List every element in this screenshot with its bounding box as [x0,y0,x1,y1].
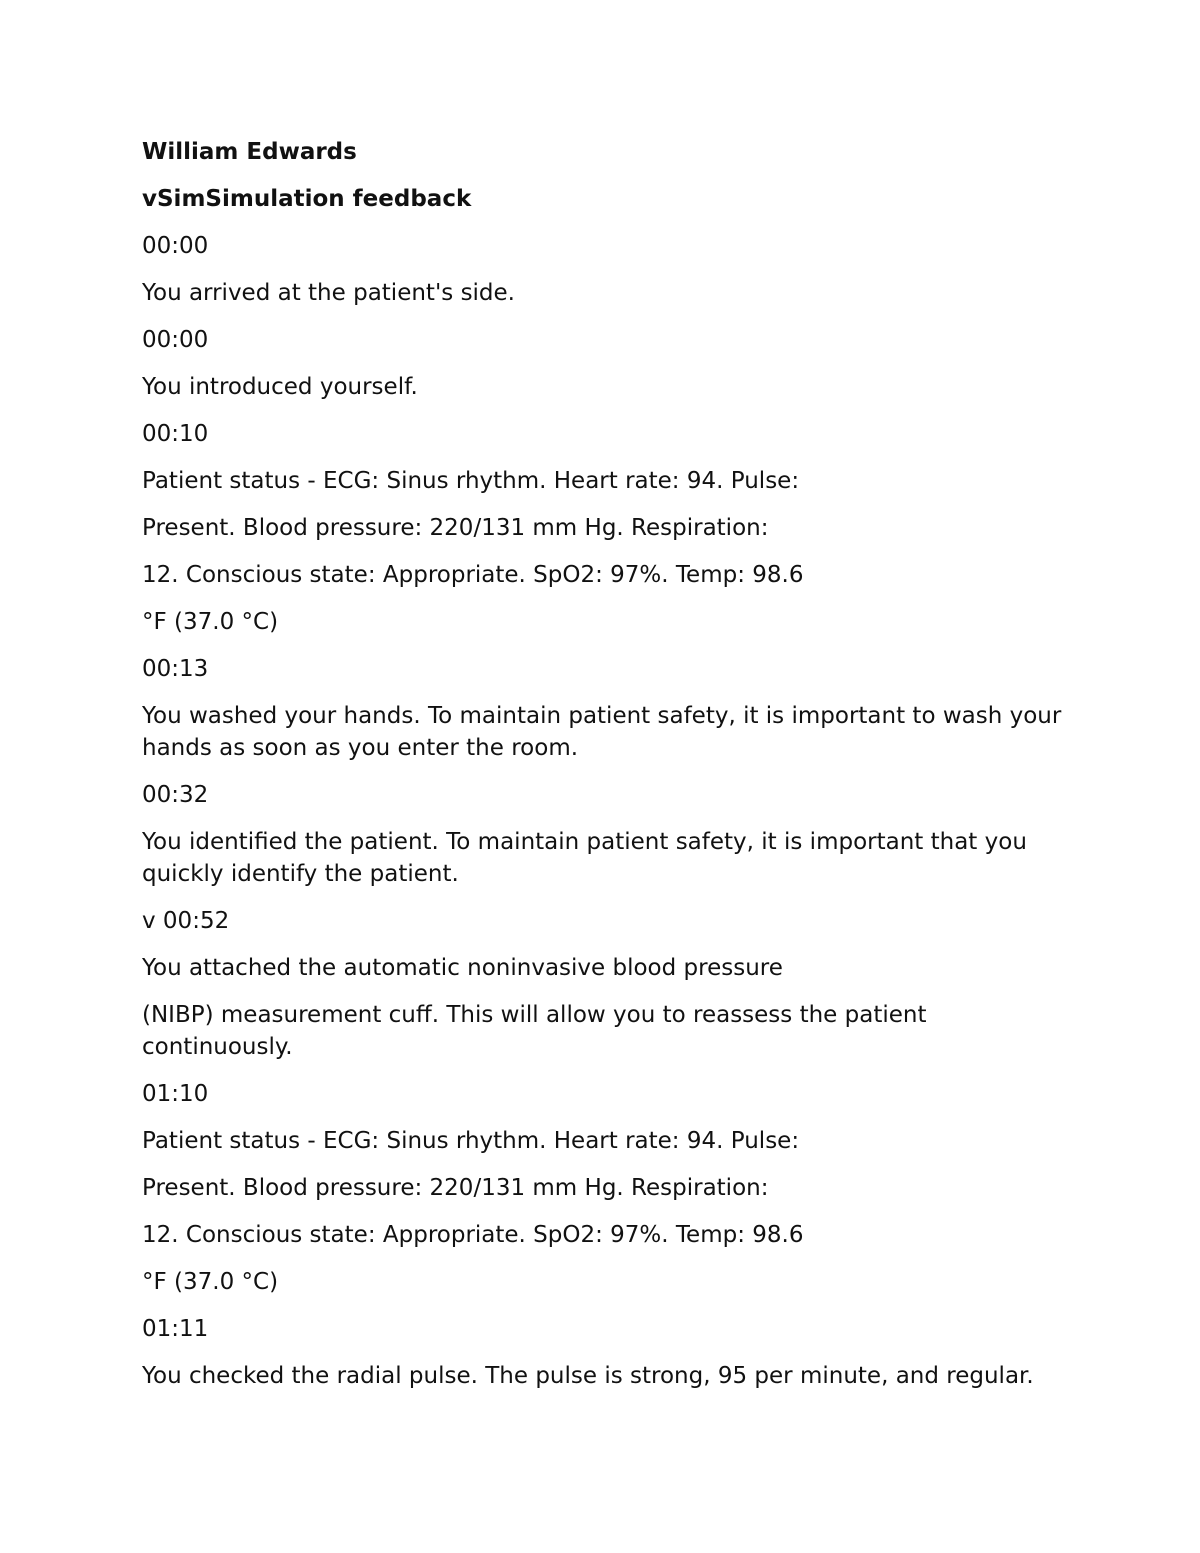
event-text: You attached the automatic noninvasive blood pressure [142,955,783,981]
patient-status-line: 12. Conscious state: Appropriate. SpO2: 97%. Temp: 98.6 [142,562,804,588]
author-name: William Edwards [142,139,357,165]
event-text: You identified the patient. To maintain patient safety, it is important that you quickly identify the patient. [142,829,1027,887]
timestamp: 01:11 [142,1316,209,1342]
event-text: (NIBP) measurement cuff. This will allow you to reassess the patient continuously. [142,1002,927,1060]
timestamp: 00:32 [142,782,209,808]
timestamp: 01:10 [142,1081,209,1107]
document-body [142,136,1082,1407]
document-heading: vSimSimulation feedback [142,186,472,212]
patient-status-line: Present. Blood pressure: 220/131 mm Hg. Respiration: [142,515,769,541]
event-text: You checked the radial pulse. The pulse is strong, 95 per minute, and regular. [142,1363,1034,1389]
timestamp: 00:13 [142,656,209,682]
patient-status-line: 12. Conscious state: Appropriate. SpO2: 97%. Temp: 98.6 [142,1222,804,1248]
event-text: You introduced yourself. [142,374,418,400]
timestamp: v 00:52 [142,908,230,934]
event-text: You washed your hands. To maintain patient safety, it is important to wash your hands as soon as you enter the room. [142,703,1062,761]
timestamp: 00:10 [142,421,209,447]
event-text: You arrived at the patient's side. [142,280,515,306]
patient-status-line: Present. Blood pressure: 220/131 mm Hg. Respiration: [142,1175,769,1201]
timestamp: 00:00 [142,233,209,259]
patient-status-line: °F (37.0 °C) [142,609,279,635]
patient-status-line: Patient status - ECG: Sinus rhythm. Heart rate: 94. Pulse: [142,1128,800,1154]
timestamp: 00:00 [142,327,209,353]
patient-status-line: Patient status - ECG: Sinus rhythm. Heart rate: 94. Pulse: [142,468,800,494]
patient-status-line: °F (37.0 °C) [142,1269,279,1295]
